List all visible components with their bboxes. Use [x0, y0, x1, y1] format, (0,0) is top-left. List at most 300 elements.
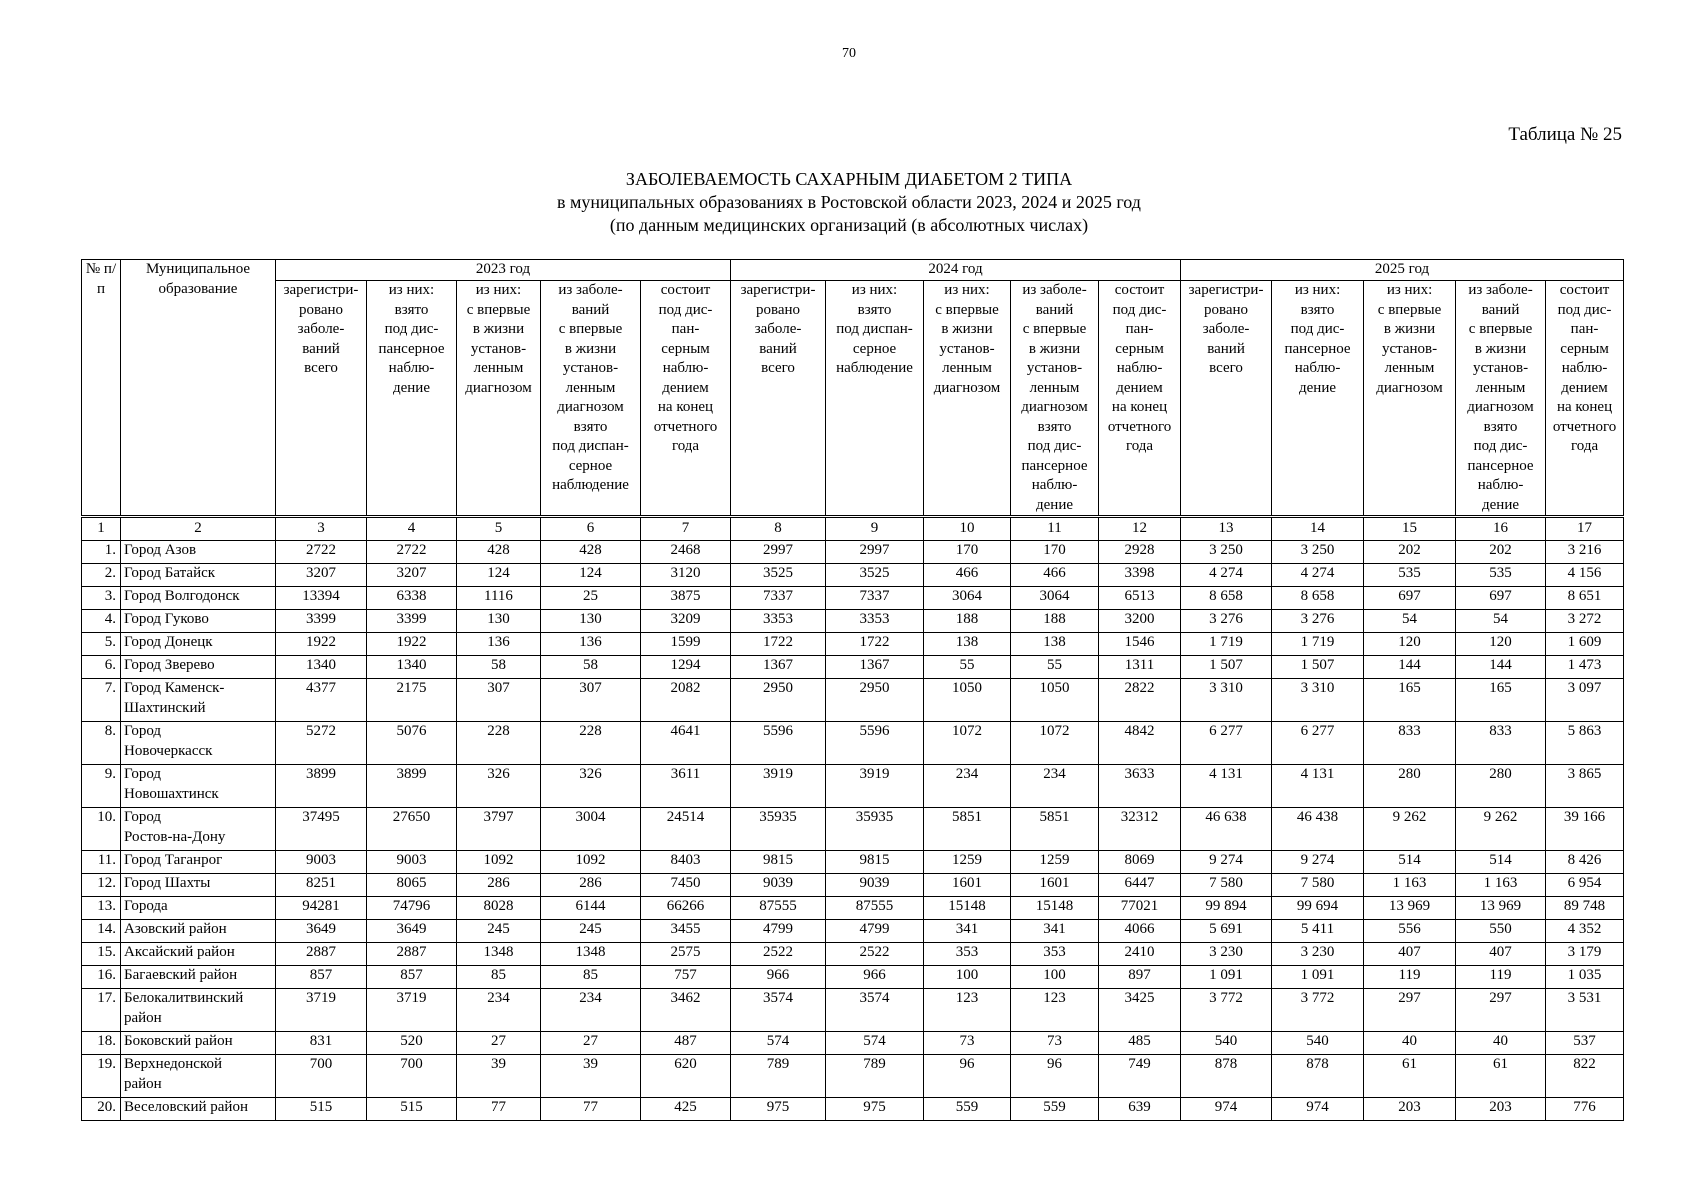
header-subcolumn-line: из них: — [1386, 282, 1433, 298]
value-cell: 8 426 — [1546, 851, 1624, 874]
table-row — [82, 722, 1624, 765]
value-cell: 1259 — [1011, 851, 1099, 874]
value-cell: 27650 — [367, 808, 457, 851]
value-cell: 202 — [1456, 541, 1546, 564]
value-cell: 1922 — [276, 633, 367, 656]
row-number: 6. — [82, 656, 121, 679]
value-cell: 3425 — [1099, 989, 1181, 1032]
value-cell: 4 131 — [1272, 765, 1364, 808]
column-number: 6 — [541, 517, 641, 541]
value-cell: 4377 — [276, 679, 367, 722]
value-cell: 144 — [1364, 656, 1456, 679]
table-row — [82, 765, 1624, 808]
value-cell: 15148 — [924, 897, 1011, 920]
value-cell: 4066 — [1099, 920, 1181, 943]
header-subcolumn-line: под дис- — [1027, 438, 1082, 454]
header-subcolumn-line: взято — [394, 301, 429, 318]
column-number: 4 — [367, 517, 457, 541]
value-cell: 4 274 — [1181, 564, 1272, 587]
header-subcolumn-line: пансерное — [378, 340, 445, 357]
value-cell: 425 — [641, 1098, 731, 1121]
header-subcolumn-line: с впервые — [558, 321, 623, 337]
value-cell: 9 274 — [1272, 851, 1364, 874]
value-cell: 130 — [457, 610, 541, 633]
header-subcolumn-line: отчетного — [1107, 418, 1172, 435]
header-subcolumn-line: наблю- — [1561, 360, 1608, 376]
value-cell: 2468 — [641, 541, 731, 564]
value-cell: 39 — [457, 1055, 541, 1098]
value-cell: 515 — [367, 1098, 457, 1121]
column-number: 14 — [1272, 517, 1364, 541]
value-cell: 1050 — [924, 679, 1011, 722]
value-cell: 326 — [457, 765, 541, 808]
value-cell: 3919 — [826, 765, 924, 808]
column-number: 9 — [826, 517, 924, 541]
row-number: 5. — [82, 633, 121, 656]
value-cell: 466 — [924, 564, 1011, 587]
value-cell: 974 — [1181, 1098, 1272, 1121]
value-cell: 550 — [1456, 920, 1546, 943]
value-cell: 3064 — [1011, 587, 1099, 610]
header-subcolumn-line: дение — [1482, 496, 1520, 513]
value-cell: 1340 — [367, 656, 457, 679]
header-subcolumn-line: ваний — [1035, 301, 1074, 318]
municipality-name — [121, 897, 276, 920]
value-cell: 130 — [541, 610, 641, 633]
value-cell: 32312 — [1099, 808, 1181, 851]
value-cell: 4799 — [826, 920, 924, 943]
value-cell: 165 — [1456, 679, 1546, 722]
value-cell: 966 — [826, 966, 924, 989]
header-subcolumn-line: диагнозом — [1021, 399, 1088, 415]
value-cell: 1294 — [641, 656, 731, 679]
value-cell: 136 — [541, 633, 641, 656]
municipality-name-line: Аксайский район — [124, 944, 235, 960]
header-subcolumn-line: дение — [392, 379, 430, 396]
value-cell: 639 — [1099, 1098, 1181, 1121]
table-row — [82, 808, 1624, 851]
table-row — [82, 943, 1624, 966]
value-cell: 77021 — [1099, 897, 1181, 920]
value-cell: 3399 — [276, 610, 367, 633]
table-row — [82, 587, 1624, 610]
value-cell: 165 — [1364, 679, 1456, 722]
municipality-name-line: Город — [124, 766, 162, 782]
column-number: 10 — [924, 517, 1011, 541]
header-subcolumn-line: установ- — [470, 340, 527, 357]
value-cell: 6 277 — [1181, 722, 1272, 765]
value-cell: 1092 — [541, 851, 641, 874]
table-row — [82, 633, 1624, 656]
value-cell: 3899 — [276, 765, 367, 808]
value-cell: 3919 — [731, 765, 826, 808]
header-subcolumn-line: пан- — [1125, 321, 1154, 337]
column-number: 15 — [1364, 517, 1456, 541]
municipality-name-line: Город Волгодонск — [124, 588, 240, 604]
table-row — [82, 564, 1624, 587]
value-cell: 3649 — [276, 920, 367, 943]
value-cell: 5 411 — [1272, 920, 1364, 943]
row-number: 8. — [82, 722, 121, 765]
municipality-name-line: Новошахтинск — [124, 785, 219, 802]
value-cell: 228 — [541, 722, 641, 765]
value-cell: 515 — [276, 1098, 367, 1121]
value-cell: 8403 — [641, 851, 731, 874]
value-cell: 9 274 — [1181, 851, 1272, 874]
header-subcolumn — [367, 281, 457, 517]
header-subcolumn-line: под дис- — [658, 301, 713, 318]
header-subcolumn-line: наблю- — [388, 360, 435, 376]
value-cell: 341 — [1011, 920, 1099, 943]
value-cell: 3 276 — [1181, 610, 1272, 633]
value-cell: 6513 — [1099, 587, 1181, 610]
row-number: 11. — [82, 851, 121, 874]
municipality-name — [121, 920, 276, 943]
header-subcolumn-line: установ- — [562, 360, 619, 376]
header-subcolumn-line: ваний — [302, 340, 340, 357]
value-cell: 58 — [457, 656, 541, 679]
value-cell: 3 865 — [1546, 765, 1624, 808]
row-number: 16. — [82, 966, 121, 989]
municipality-name-line: Веселовский район — [124, 1099, 248, 1115]
header-subcolumn-line: дение — [1036, 496, 1074, 513]
header-subcolumn-line: из заболе- — [1022, 282, 1087, 298]
column-number: 16 — [1456, 517, 1546, 541]
header-subcolumn-line: пансерное — [1021, 457, 1088, 474]
value-cell: 40 — [1456, 1032, 1546, 1055]
header-subcolumn-line: ленным — [473, 360, 524, 376]
municipality-name — [121, 1055, 276, 1098]
column-number: 13 — [1181, 517, 1272, 541]
column-number: 1 — [82, 517, 121, 541]
value-cell: 514 — [1456, 851, 1546, 874]
header-subcolumn — [1456, 281, 1546, 517]
value-cell: 6447 — [1099, 874, 1181, 897]
row-number: 20. — [82, 1098, 121, 1121]
value-cell: 407 — [1364, 943, 1456, 966]
page-number: 70 — [842, 46, 856, 61]
value-cell: 3064 — [924, 587, 1011, 610]
value-cell: 535 — [1456, 564, 1546, 587]
municipality-name — [121, 874, 276, 897]
header-subcolumn-line: наблюдение — [552, 477, 629, 493]
value-cell: 3 250 — [1181, 541, 1272, 564]
value-cell: 9 262 — [1364, 808, 1456, 851]
value-cell: 74796 — [367, 897, 457, 920]
header-subcolumn-line: на конец — [1111, 399, 1168, 415]
municipality-name-line: Белокалитвинский — [124, 990, 244, 1006]
header-subcolumn-line: ленным — [942, 360, 992, 376]
value-cell: 9815 — [826, 851, 924, 874]
value-cell: 574 — [826, 1032, 924, 1055]
value-cell: 1 091 — [1181, 966, 1272, 989]
municipality-name-line: Боковский район — [124, 1033, 233, 1049]
value-cell: 9003 — [367, 851, 457, 874]
header-subcolumn-line: ровано — [1203, 301, 1249, 318]
value-cell: 697 — [1456, 587, 1546, 610]
header-subcolumn-line: под диспан- — [552, 438, 629, 454]
municipality-name — [121, 1032, 276, 1055]
value-cell: 8 651 — [1546, 587, 1624, 610]
value-cell: 2522 — [731, 943, 826, 966]
table-row — [82, 989, 1624, 1032]
value-cell: 966 — [731, 966, 826, 989]
value-cell: 974 — [1272, 1098, 1364, 1121]
table-row — [82, 679, 1624, 722]
header-year-2025: 2025 год — [1181, 260, 1624, 281]
column-number: 11 — [1011, 517, 1099, 541]
header-subcolumn-line: взято — [1037, 418, 1072, 435]
header-subcolumn — [1546, 281, 1624, 517]
value-cell: 857 — [276, 966, 367, 989]
header-subcolumn-line: под дис- — [1112, 301, 1167, 318]
header-subcolumn-line: зарегистри- — [740, 282, 816, 298]
value-cell: 789 — [731, 1055, 826, 1098]
municipality-name — [121, 1098, 276, 1121]
value-cell: 85 — [541, 966, 641, 989]
header-subcolumn-line: установ- — [1472, 360, 1529, 376]
value-cell: 280 — [1456, 765, 1546, 808]
value-cell: 556 — [1364, 920, 1456, 943]
header-subcolumn-line: серное — [568, 457, 613, 474]
header-subcolumn-line: дение — [1299, 379, 1337, 396]
value-cell: 119 — [1364, 966, 1456, 989]
table-title — [0, 168, 1698, 237]
table-row — [82, 1032, 1624, 1055]
header-subcolumn-line: ваний — [1207, 340, 1245, 357]
municipality-name-line: Шахтинский — [124, 699, 206, 716]
value-cell: 5 691 — [1181, 920, 1272, 943]
value-cell: 1546 — [1099, 633, 1181, 656]
value-cell: 6 277 — [1272, 722, 1364, 765]
municipality-name-line: Город Донецк — [124, 634, 213, 650]
value-cell: 245 — [457, 920, 541, 943]
value-cell: 833 — [1364, 722, 1456, 765]
column-number: 12 — [1099, 517, 1181, 541]
header-subcolumn-line: ровано — [298, 301, 344, 318]
value-cell: 2410 — [1099, 943, 1181, 966]
header-subcolumn — [1099, 281, 1181, 517]
municipality-name — [121, 541, 276, 564]
municipality-name — [121, 765, 276, 808]
value-cell: 1367 — [826, 656, 924, 679]
value-cell: 1 163 — [1364, 874, 1456, 897]
value-cell: 559 — [924, 1098, 1011, 1121]
value-cell: 73 — [1011, 1032, 1099, 1055]
value-cell: 1 719 — [1272, 633, 1364, 656]
header-subcolumn-line: наблюдение — [836, 360, 913, 376]
value-cell: 234 — [924, 765, 1011, 808]
value-cell: 1348 — [541, 943, 641, 966]
value-cell: 5 863 — [1546, 722, 1624, 765]
value-cell: 535 — [1364, 564, 1456, 587]
municipality-name — [121, 851, 276, 874]
header-subcolumn-line: под дис- — [1557, 301, 1612, 318]
value-cell: 27 — [541, 1032, 641, 1055]
header-year-2024: 2024 год — [731, 260, 1181, 281]
header-subcolumn — [457, 281, 541, 517]
value-cell: 3 179 — [1546, 943, 1624, 966]
row-number: 17. — [82, 989, 121, 1032]
header-subcolumn-line: наблю- — [1116, 360, 1163, 376]
value-cell: 94281 — [276, 897, 367, 920]
row-number: 3. — [82, 587, 121, 610]
morbidity-table — [81, 259, 1624, 1121]
header-subcolumn-line: заболе- — [754, 321, 802, 337]
value-cell: 39 — [541, 1055, 641, 1098]
header-subcolumn-line: ровано — [755, 301, 801, 318]
header-subcolumn-line: серным — [661, 340, 710, 357]
value-cell: 3633 — [1099, 765, 1181, 808]
municipality-name-line: Верхнедонской — [124, 1056, 223, 1072]
value-cell: 1 719 — [1181, 633, 1272, 656]
header-subcolumn-line: в жизни — [564, 340, 617, 357]
municipality-name-line: Города — [124, 898, 168, 914]
value-cell: 341 — [924, 920, 1011, 943]
value-cell: 620 — [641, 1055, 731, 1098]
header-subcolumn-line: заболе- — [297, 321, 345, 337]
table-row — [82, 541, 1624, 564]
value-cell: 297 — [1456, 989, 1546, 1032]
value-cell: 203 — [1364, 1098, 1456, 1121]
table-row — [82, 851, 1624, 874]
header-subcolumn-line: заболе- — [1202, 321, 1250, 337]
header-subcolumn-line: ваний — [1481, 301, 1520, 318]
header-subcolumn — [1011, 281, 1099, 517]
value-cell: 245 — [541, 920, 641, 943]
value-cell: 3462 — [641, 989, 731, 1032]
municipality-name-line: Город Гуково — [124, 611, 209, 627]
row-number: 13. — [82, 897, 121, 920]
header-subcolumn — [924, 281, 1011, 517]
value-cell: 3611 — [641, 765, 731, 808]
header-subcolumn-line: под дис- — [1290, 321, 1345, 337]
row-number: 7. — [82, 679, 121, 722]
value-cell: 5851 — [1011, 808, 1099, 851]
value-cell: 5272 — [276, 722, 367, 765]
value-cell: 188 — [924, 610, 1011, 633]
value-cell: 170 — [1011, 541, 1099, 564]
value-cell: 3875 — [641, 587, 731, 610]
header-subcolumn — [1272, 281, 1364, 517]
value-cell: 1311 — [1099, 656, 1181, 679]
header-subcolumn-line: взято — [1300, 301, 1335, 318]
value-cell: 89 748 — [1546, 897, 1624, 920]
value-cell: 700 — [276, 1055, 367, 1098]
value-cell: 2522 — [826, 943, 924, 966]
value-cell: 8028 — [457, 897, 541, 920]
value-cell: 234 — [541, 989, 641, 1032]
header-subcolumn-line: пан- — [1570, 321, 1599, 337]
value-cell: 2175 — [367, 679, 457, 722]
header-subcolumn-line: наблю- — [1477, 477, 1524, 493]
value-cell: 2722 — [276, 541, 367, 564]
header-subcolumn-line: из них: — [1294, 282, 1341, 298]
municipality-name — [121, 989, 276, 1032]
value-cell: 8069 — [1099, 851, 1181, 874]
value-cell: 3 230 — [1272, 943, 1364, 966]
value-cell: 24514 — [641, 808, 731, 851]
municipality-name — [121, 943, 276, 966]
value-cell: 1 473 — [1546, 656, 1624, 679]
value-cell: 1072 — [924, 722, 1011, 765]
value-cell: 3 276 — [1272, 610, 1364, 633]
header-subcolumn-line: отчетного — [653, 418, 718, 435]
value-cell: 35935 — [826, 808, 924, 851]
value-cell: 202 — [1364, 541, 1456, 564]
header-subcolumn-line: диагнозом — [1376, 379, 1443, 396]
value-cell: 77 — [541, 1098, 641, 1121]
value-cell: 3525 — [731, 564, 826, 587]
header-subcolumn-line: состоит — [660, 282, 711, 298]
municipality-name-line: Город — [124, 809, 162, 825]
value-cell: 1340 — [276, 656, 367, 679]
header-subcolumn-line: с впервые — [1022, 321, 1087, 337]
value-cell: 66266 — [641, 897, 731, 920]
header-subcolumn-line: под дис- — [384, 321, 439, 337]
value-cell: 123 — [1011, 989, 1099, 1032]
header-subcolumn-line: всего — [761, 360, 795, 376]
value-cell: 3120 — [641, 564, 731, 587]
value-cell: 1 091 — [1272, 966, 1364, 989]
header-subcolumn-line: серное — [852, 340, 897, 357]
value-cell: 3455 — [641, 920, 731, 943]
row-number: 10. — [82, 808, 121, 851]
value-cell: 1 163 — [1456, 874, 1546, 897]
value-cell: 3 531 — [1546, 989, 1624, 1032]
value-cell: 37495 — [276, 808, 367, 851]
header-subcolumn-line: серным — [1115, 340, 1164, 357]
value-cell: 54 — [1456, 610, 1546, 633]
value-cell: 3719 — [367, 989, 457, 1032]
value-cell: 2722 — [367, 541, 457, 564]
value-cell: 757 — [641, 966, 731, 989]
municipality-name — [121, 679, 276, 722]
table-row — [82, 966, 1624, 989]
value-cell: 6144 — [541, 897, 641, 920]
header-subcolumn-line: в жизни — [941, 321, 993, 337]
value-cell: 3 272 — [1546, 610, 1624, 633]
value-cell: 1 035 — [1546, 966, 1624, 989]
value-cell: 99 694 — [1272, 897, 1364, 920]
value-cell: 3 097 — [1546, 679, 1624, 722]
municipality-name — [121, 610, 276, 633]
value-cell: 2950 — [731, 679, 826, 722]
value-cell: 1116 — [457, 587, 541, 610]
value-cell: 749 — [1099, 1055, 1181, 1098]
header-subcolumn-line: из заболе- — [558, 282, 623, 298]
column-number: 3 — [276, 517, 367, 541]
value-cell: 1072 — [1011, 722, 1099, 765]
municipality-name-line: район — [124, 1009, 162, 1026]
value-cell: 13 969 — [1456, 897, 1546, 920]
value-cell: 3719 — [276, 989, 367, 1032]
value-cell: 540 — [1181, 1032, 1272, 1055]
value-cell: 9039 — [826, 874, 924, 897]
table-label: Таблица № 25 — [1508, 124, 1622, 145]
municipality-name-line: Город Батайск — [124, 565, 216, 581]
column-number: 5 — [457, 517, 541, 541]
header-subcolumn-line: состоит — [1559, 282, 1610, 298]
value-cell: 1092 — [457, 851, 541, 874]
value-cell: 7450 — [641, 874, 731, 897]
value-cell: 697 — [1364, 587, 1456, 610]
header-subcolumn-line: серным — [1560, 340, 1609, 357]
header-subcolumn — [641, 281, 731, 517]
value-cell: 136 — [457, 633, 541, 656]
column-number: 7 — [641, 517, 731, 541]
row-number: 12. — [82, 874, 121, 897]
